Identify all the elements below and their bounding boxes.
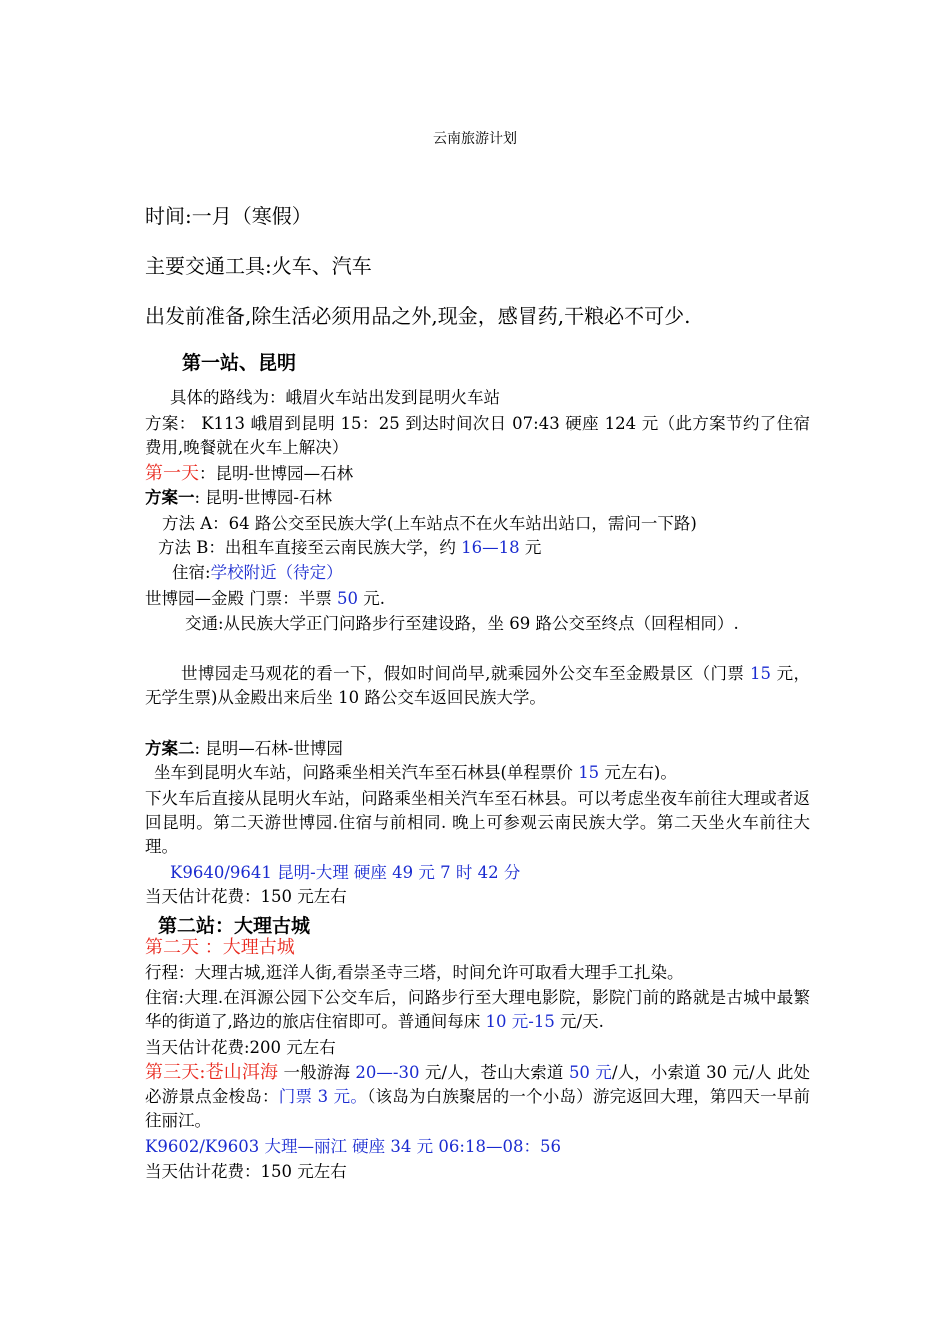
expo-text bbox=[145, 662, 810, 710]
station2-heading: 第二站：大理古城 bbox=[158, 915, 311, 937]
cost2-line: 当天估计花费:200 元左右 bbox=[145, 1038, 336, 1057]
scheme2-line bbox=[145, 737, 343, 761]
day1-label: 第一天 bbox=[145, 463, 199, 484]
method-b-unit: 元 bbox=[519, 538, 542, 557]
plan-a-text: 方案： K113 峨眉到昆明 15：25 到达时间次日 07:43 硬座 124 元（此方案节约了住宿费用,晚餐就在火车上解决） bbox=[145, 414, 810, 457]
day3-text-g: （该岛为白族聚居的一个小岛）游完返回大理，第四天一早前往丽江。 bbox=[145, 1087, 810, 1130]
day3-lake-price: 20—-30 bbox=[355, 1063, 420, 1082]
lodging-text bbox=[145, 986, 810, 1034]
transport-line: 主要交通工具:火车、汽车 bbox=[145, 254, 372, 278]
expo-text-b: 元，无学生票)从金殿出来后坐 10 路公交车返回民族大学。 bbox=[145, 664, 810, 707]
bus-price: 15 bbox=[578, 763, 600, 782]
lodging-unit: 元/天. bbox=[554, 1012, 604, 1031]
train1-line: K9640/9641 昆明-大理 硬座 49 元 7 时 42 分 bbox=[170, 863, 521, 882]
bus-line bbox=[154, 761, 677, 785]
ticket-line bbox=[145, 587, 385, 611]
stay-value: 学校附近（待定） bbox=[210, 563, 343, 582]
expo-text-a: 世博园走马观花的看一下，假如时间尚早,就乘园外公交车至金殿景区（门票 bbox=[181, 664, 750, 683]
method-a-line: 方法 A：64 路公交至民族大学(上车站点不在火车站出站口，需问一下路) bbox=[162, 514, 697, 533]
bus-unit: 元左右)。 bbox=[599, 763, 677, 782]
scheme1-line bbox=[145, 486, 332, 510]
lodging-price: 10 元-15 bbox=[485, 1012, 555, 1031]
day3-text-e: /人，小索道 30 元/人 此处必游景点金梭岛： bbox=[145, 1063, 810, 1106]
ticket-price: 50 bbox=[337, 589, 358, 608]
ticket-text: 世博园—金殿 门票：半票 bbox=[145, 589, 337, 608]
scheme1-route: : 昆明-世博园-石林 bbox=[194, 488, 332, 507]
preparation-line: 出发前准备,除生活必须用品之外,现金，感冒药,干粮必不可少. bbox=[145, 304, 691, 328]
scheme1-label: 方案一 bbox=[145, 488, 195, 507]
method-b-text: 方法 B：出租车直接至云南民族大学，约 bbox=[158, 538, 462, 557]
day2-line: 第二天 ：大理古城 bbox=[145, 937, 295, 958]
day3-text-c: 元/人，苍山大索道 bbox=[419, 1063, 569, 1082]
expo-price: 15 bbox=[749, 664, 771, 683]
day1-route: ：昆明-世博园—石林 bbox=[199, 464, 354, 483]
scheme2-route: : 昆明—石林-世博园 bbox=[194, 739, 343, 758]
day3-ticket-price: 门票 3 元。 bbox=[278, 1087, 368, 1106]
day3-label: 第三天:苍山洱海 bbox=[145, 1062, 279, 1083]
after-train-text: 下火车后直接从昆明火车站，问路乘坐相关汽车至石林县。可以考虑坐夜车前往大理或者返回昆明。第二天游世博园.住宿与前相同. 晚上可参观云南民族大学。第二天坐火车前往大理。 bbox=[145, 789, 810, 856]
cost3-line: 当天估计花费：150 元左右 bbox=[145, 1162, 347, 1181]
ticket-unit: 元. bbox=[358, 589, 385, 608]
day3-cableway-price: 50 元 bbox=[568, 1063, 612, 1082]
method-b-line bbox=[158, 536, 541, 560]
route-line: 具体的路线为：峨眉火车站出发到昆明火车站 bbox=[170, 388, 500, 407]
traffic-text: 交通:从民族大学正门问路步行至建设路，坐 69 路公交至终点（回程相同）. bbox=[185, 614, 739, 633]
bus-text: 坐车到昆明火车站，问路乘坐相关汽车至石林县(单程票价 bbox=[154, 763, 579, 782]
stay-label: 住宿: bbox=[172, 563, 211, 582]
train2-line: K9602/K9603 大理—丽江 硬座 34 元 06:18—08：56 bbox=[145, 1137, 561, 1156]
lodging-text-a: 住宿:大理.在洱源公园下公交车后，问路步行至大理电影院，影院门前的路就是古城中最繁华的街道了,路边的旅店住宿即可。普通间每床 bbox=[145, 988, 810, 1031]
day3-text-a: 一般游海 bbox=[278, 1063, 356, 1082]
time-line: 时间:一月（寒假） bbox=[145, 204, 312, 228]
stay-line bbox=[172, 561, 343, 585]
itinerary-line: 行程：大理古城,逛洋人街,看崇圣寺三塔，时间允许可取看大理手工扎染。 bbox=[145, 963, 684, 982]
scheme2-label: 方案二 bbox=[145, 739, 195, 758]
station1-heading: 第一站、昆明 bbox=[182, 352, 297, 374]
day3-text bbox=[145, 1061, 810, 1133]
cost1-line: 当天估计花费：150 元左右 bbox=[145, 887, 347, 906]
method-b-price: 16—18 bbox=[461, 538, 520, 557]
day1-line bbox=[145, 462, 353, 486]
document-title: 云南旅游计划 bbox=[433, 131, 517, 147]
